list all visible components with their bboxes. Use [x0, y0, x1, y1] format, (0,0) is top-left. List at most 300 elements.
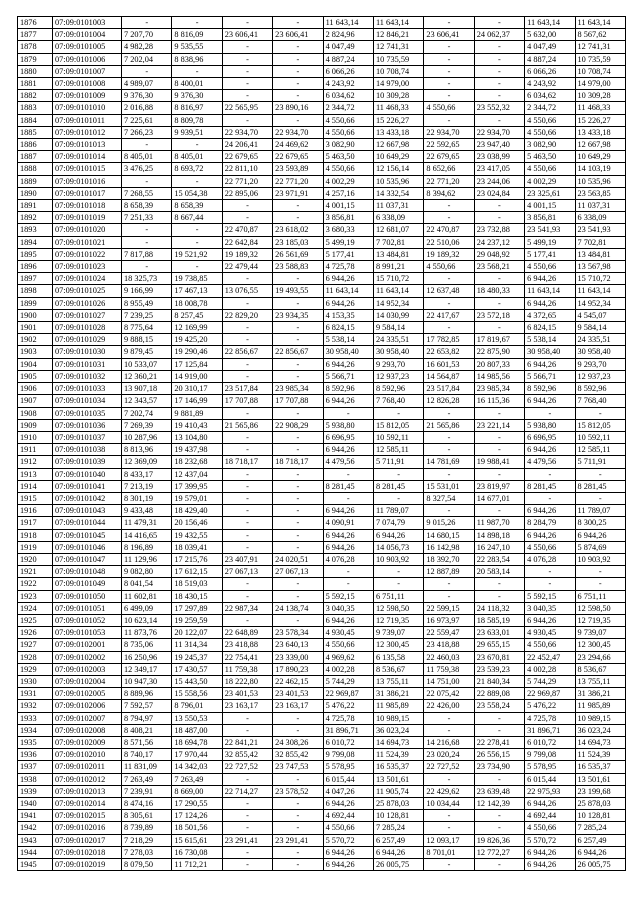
value-cell: 23 618,02: [273, 224, 323, 236]
value-cell: 17 467,13: [172, 285, 222, 297]
value-cell: -: [172, 236, 222, 248]
value-cell: 22 829,20: [222, 309, 272, 321]
value-cell: 13 501,61: [373, 773, 423, 785]
value-cell: 7 592,57: [122, 700, 172, 712]
value-cell: 23 185,03: [273, 236, 323, 248]
row-number-cell: 1879: [18, 53, 53, 65]
row-number-cell: 1931: [18, 688, 53, 700]
value-cell: 8 536,67: [575, 663, 625, 675]
value-cell: 15 531,01: [424, 480, 474, 492]
row-number-cell: 1941: [18, 810, 53, 822]
value-cell: -: [222, 468, 272, 480]
row-number-cell: 1905: [18, 370, 53, 382]
value-cell: -: [474, 114, 524, 126]
value-cell: 12 719,35: [373, 614, 423, 626]
value-cell: 18 392,70: [424, 553, 474, 565]
value-cell: 12 300,45: [575, 639, 625, 651]
table-row: [18, 358, 626, 370]
value-cell: 23 294,66: [575, 651, 625, 663]
value-cell: -: [424, 724, 474, 736]
value-cell: 11 468,33: [575, 102, 625, 114]
value-cell: 6 944,26: [575, 529, 625, 541]
value-cell: 4 550,66: [525, 261, 575, 273]
value-cell: 10 592,11: [575, 431, 625, 443]
value-cell: 14 919,00: [172, 370, 222, 382]
row-number-cell: 1940: [18, 798, 53, 810]
value-cell: 11 759,38: [424, 663, 474, 675]
value-cell: 10 708,74: [575, 65, 625, 77]
table-row: [18, 248, 626, 260]
value-cell: 8 816,09: [172, 29, 222, 41]
value-cell: 4 550,66: [323, 822, 373, 834]
row-number-cell: 1939: [18, 785, 53, 797]
value-cell: 23 568,21: [474, 261, 524, 273]
value-cell: 3 082,90: [323, 139, 373, 151]
value-cell: 21 565,86: [222, 419, 272, 431]
value-cell: 15 558,56: [172, 688, 222, 700]
value-cell: 4 479,56: [323, 456, 373, 468]
value-cell: 22 565,95: [222, 102, 272, 114]
cadastral-id-cell: 07:09:0101038: [53, 444, 122, 456]
value-cell: 18 480,33: [474, 285, 524, 297]
table-row: [18, 90, 626, 102]
value-cell: -: [424, 822, 474, 834]
cadastral-id-cell: 07:09:0101010: [53, 102, 122, 114]
value-cell: -: [122, 17, 172, 29]
value-cell: 6 944,26: [323, 273, 373, 285]
row-number-cell: 1925: [18, 614, 53, 626]
value-cell: 12 142,39: [474, 798, 524, 810]
cadastral-id-cell: 07:09:0102003: [53, 663, 122, 675]
value-cell: -: [273, 517, 323, 529]
value-cell: 8 281,45: [525, 480, 575, 492]
cadastral-id-cell: 07:09:0101005: [53, 41, 122, 53]
value-cell: 11 643,14: [373, 17, 423, 29]
row-number-cell: 1943: [18, 834, 53, 846]
value-cell: 19 521,92: [172, 248, 222, 260]
value-cell: 4 372,65: [525, 309, 575, 321]
value-cell: 20 310,17: [172, 383, 222, 395]
value-cell: 6 944,26: [525, 273, 575, 285]
table-row: [18, 578, 626, 590]
value-cell: 7 251,33: [122, 212, 172, 224]
row-number-cell: 1895: [18, 248, 53, 260]
value-cell: 24 335,51: [575, 334, 625, 346]
value-cell: -: [273, 297, 323, 309]
row-number-cell: 1885: [18, 126, 53, 138]
cadastral-id-cell: 07:09:0101049: [53, 578, 122, 590]
table-row: [18, 639, 626, 651]
value-cell: 7 225,61: [122, 114, 172, 126]
row-number-cell: 1878: [18, 41, 53, 53]
table-row: [18, 614, 626, 626]
value-cell: 4 047,49: [525, 41, 575, 53]
value-cell: 5 476,22: [525, 700, 575, 712]
value-cell: 12 637,48: [424, 285, 474, 297]
value-cell: 23 633,01: [474, 627, 524, 639]
value-cell: 9 584,14: [575, 322, 625, 334]
table-row: [18, 17, 626, 29]
value-cell: 5 938,80: [525, 419, 575, 431]
value-cell: 23 985,34: [474, 383, 524, 395]
value-cell: 22 429,62: [424, 785, 474, 797]
table-row: [18, 590, 626, 602]
value-cell: -: [525, 566, 575, 578]
value-cell: 16 247,10: [474, 541, 524, 553]
value-cell: 5 499,19: [525, 236, 575, 248]
value-cell: 4 002,29: [525, 175, 575, 187]
row-number-cell: 1933: [18, 712, 53, 724]
value-cell: 7 268,55: [122, 187, 172, 199]
value-cell: 15 710,72: [575, 273, 625, 285]
table-row: [18, 29, 626, 41]
value-cell: 5 538,14: [323, 334, 373, 346]
value-cell: 22 754,41: [222, 651, 272, 663]
value-cell: 8 813,96: [122, 444, 172, 456]
value-cell: -: [424, 17, 474, 29]
value-cell: 8 739,89: [122, 822, 172, 834]
value-cell: 11 643,14: [525, 17, 575, 29]
value-cell: 4 989,07: [122, 78, 172, 90]
value-cell: -: [222, 200, 272, 212]
value-cell: 5 592,15: [525, 590, 575, 602]
value-cell: 5 499,19: [323, 236, 373, 248]
value-cell: 23 221,14: [474, 419, 524, 431]
value-cell: 8 592,96: [323, 383, 373, 395]
row-number-cell: 1894: [18, 236, 53, 248]
value-cell: 7 702,81: [575, 236, 625, 248]
cadastral-id-cell: 07:09:0101011: [53, 114, 122, 126]
value-cell: 22 811,10: [222, 163, 272, 175]
value-cell: 6 696,95: [323, 431, 373, 443]
value-cell: 22 771,20: [222, 175, 272, 187]
value-cell: -: [222, 322, 272, 334]
value-cell: 11 905,74: [373, 785, 423, 797]
value-cell: 10 623,14: [122, 614, 172, 626]
value-cell: 8 991,21: [373, 261, 423, 273]
cadastral-id-cell: 07:09:0101045: [53, 529, 122, 541]
value-cell: 6 034,62: [525, 90, 575, 102]
table-row: [18, 785, 626, 797]
value-cell: 7 202,74: [122, 407, 172, 419]
row-number-cell: 1893: [18, 224, 53, 236]
value-cell: -: [474, 273, 524, 285]
value-cell: 22 895,06: [222, 187, 272, 199]
value-cell: 5 711,91: [575, 456, 625, 468]
cadastral-id-cell: 07:09:0102019: [53, 859, 122, 871]
row-number-cell: 1930: [18, 675, 53, 687]
table-row: [18, 212, 626, 224]
value-cell: 22 908,29: [273, 419, 323, 431]
value-cell: 12 826,28: [424, 395, 474, 407]
value-cell: 22 679,65: [273, 151, 323, 163]
value-cell: 16 535,37: [575, 761, 625, 773]
value-cell: 23 593,89: [273, 163, 323, 175]
value-cell: 22 934,70: [424, 126, 474, 138]
row-number-cell: 1900: [18, 309, 53, 321]
value-cell: -: [222, 529, 272, 541]
value-cell: 22 653,82: [424, 346, 474, 358]
value-cell: 7 278,03: [122, 846, 172, 858]
value-cell: 24 308,26: [273, 736, 323, 748]
value-cell: -: [424, 444, 474, 456]
value-cell: 22 470,87: [222, 224, 272, 236]
value-cell: 14 898,18: [474, 529, 524, 541]
row-number-cell: 1919: [18, 541, 53, 553]
value-cell: 23 418,88: [222, 639, 272, 651]
value-cell: 17 124,26: [172, 810, 222, 822]
cadastral-id-cell: 07:09:0101026: [53, 297, 122, 309]
row-number-cell: 1897: [18, 273, 53, 285]
value-cell: 10 309,28: [373, 90, 423, 102]
value-cell: 18 519,03: [172, 578, 222, 590]
value-cell: 29 655,15: [474, 639, 524, 651]
value-cell: 23 558,24: [474, 700, 524, 712]
cadastral-id-cell: 07:09:0101018: [53, 200, 122, 212]
value-cell: 8 794,97: [122, 712, 172, 724]
value-cell: 8 889,96: [122, 688, 172, 700]
table-row: [18, 187, 626, 199]
value-cell: 5 578,95: [323, 761, 373, 773]
value-cell: 11 037,31: [373, 200, 423, 212]
value-cell: 6 944,26: [575, 846, 625, 858]
value-cell: 22 934,70: [273, 126, 323, 138]
value-cell: 23 985,34: [273, 383, 323, 395]
value-cell: 9 166,99: [122, 285, 172, 297]
value-cell: 13 907,18: [122, 383, 172, 395]
value-cell: 12 360,21: [122, 370, 172, 382]
value-cell: -: [474, 468, 524, 480]
cadastral-id-cell: 07:09:0102001: [53, 639, 122, 651]
value-cell: 4 001,15: [323, 200, 373, 212]
value-cell: 14 103,19: [575, 163, 625, 175]
value-cell: -: [273, 578, 323, 590]
value-cell: 9 879,45: [122, 346, 172, 358]
cadastral-id-cell: 07:09:0101027: [53, 309, 122, 321]
value-cell: -: [424, 505, 474, 517]
row-number-cell: 1899: [18, 297, 53, 309]
value-cell: 30 958,40: [323, 346, 373, 358]
value-cell: 4 550,66: [424, 261, 474, 273]
value-cell: -: [474, 90, 524, 102]
cadastral-id-cell: 07:09:0101053: [53, 627, 122, 639]
value-cell: -: [172, 65, 222, 77]
value-cell: -: [222, 614, 272, 626]
value-cell: 12 846,21: [373, 29, 423, 41]
value-cell: 2 344,72: [323, 102, 373, 114]
value-cell: 19 579,01: [172, 492, 222, 504]
value-cell: 22 510,06: [424, 236, 474, 248]
value-cell: 23 163,17: [222, 700, 272, 712]
value-cell: 3 856,81: [525, 212, 575, 224]
cadastral-id-cell: 07:09:0101040: [53, 468, 122, 480]
value-cell: 10 735,59: [575, 53, 625, 65]
value-cell: 22 679,65: [424, 151, 474, 163]
value-cell: -: [424, 41, 474, 53]
value-cell: 8 405,01: [122, 151, 172, 163]
value-cell: 4 982,28: [122, 41, 172, 53]
value-cell: 12 681,07: [373, 224, 423, 236]
value-cell: 3 476,25: [122, 163, 172, 175]
value-cell: 8 658,39: [122, 200, 172, 212]
value-cell: 18 487,00: [172, 724, 222, 736]
value-cell: 23 401,53: [273, 688, 323, 700]
value-cell: 16 601,53: [424, 358, 474, 370]
value-cell: -: [222, 822, 272, 834]
value-cell: 19 259,59: [172, 614, 222, 626]
value-cell: 10 309,28: [575, 90, 625, 102]
value-cell: 23 517,84: [222, 383, 272, 395]
cadastral-id-cell: 07:09:0102012: [53, 773, 122, 785]
value-cell: -: [273, 370, 323, 382]
value-cell: 6 338,09: [373, 212, 423, 224]
value-cell: 6 944,26: [323, 614, 373, 626]
value-cell: 23 572,18: [474, 309, 524, 321]
value-cell: 4 550,66: [424, 102, 474, 114]
value-cell: 23 588,83: [273, 261, 323, 273]
row-number-cell: 1910: [18, 431, 53, 443]
value-cell: -: [424, 468, 474, 480]
value-cell: 6 944,26: [323, 798, 373, 810]
value-cell: -: [474, 578, 524, 590]
value-cell: 36 023,24: [373, 724, 423, 736]
value-cell: 17 970,44: [172, 749, 222, 761]
value-cell: 7 266,23: [122, 126, 172, 138]
value-cell: 23 401,53: [222, 688, 272, 700]
value-cell: 4 550,66: [323, 163, 373, 175]
value-cell: 13 755,11: [575, 675, 625, 687]
value-cell: 6 066,26: [525, 65, 575, 77]
value-cell: 23 552,32: [474, 102, 524, 114]
cadastral-id-cell: 07:09:0101031: [53, 358, 122, 370]
value-cell: 10 128,81: [575, 810, 625, 822]
value-cell: 18 008,78: [172, 297, 222, 309]
value-cell: -: [424, 200, 474, 212]
table-body: [18, 17, 626, 871]
value-cell: 8 693,72: [172, 163, 222, 175]
value-cell: -: [222, 517, 272, 529]
value-cell: 10 533,07: [122, 358, 172, 370]
value-cell: -: [222, 859, 272, 871]
value-cell: -: [424, 810, 474, 822]
value-cell: 8 433,17: [122, 468, 172, 480]
cadastral-id-cell: 07:09:0102015: [53, 810, 122, 822]
row-number-cell: 1904: [18, 358, 53, 370]
value-cell: -: [222, 41, 272, 53]
value-cell: 6 944,26: [323, 859, 373, 871]
value-cell: 23 734,90: [474, 761, 524, 773]
row-number-cell: 1920: [18, 553, 53, 565]
value-cell: 5 711,91: [373, 456, 423, 468]
value-cell: 8 305,61: [122, 810, 172, 822]
table-row: [18, 541, 626, 553]
row-number-cell: 1929: [18, 663, 53, 675]
table-row: [18, 834, 626, 846]
value-cell: 6 015,44: [525, 773, 575, 785]
row-number-cell: 1876: [18, 17, 53, 29]
value-cell: 4 257,16: [323, 187, 373, 199]
value-cell: -: [424, 712, 474, 724]
table-row: [18, 456, 626, 468]
value-cell: 5 938,80: [323, 419, 373, 431]
value-cell: 15 054,38: [172, 187, 222, 199]
value-cell: 17 297,89: [172, 602, 222, 614]
value-cell: -: [575, 578, 625, 590]
cadastral-id-cell: 07:09:0101042: [53, 492, 122, 504]
value-cell: 6 944,26: [323, 529, 373, 541]
value-cell: 14 030,99: [373, 309, 423, 321]
value-cell: 16 142,98: [424, 541, 474, 553]
value-cell: 9 293,70: [373, 358, 423, 370]
value-cell: 6 944,26: [525, 358, 575, 370]
value-cell: 6 944,26: [525, 529, 575, 541]
value-cell: -: [122, 224, 172, 236]
row-number-cell: 1917: [18, 517, 53, 529]
value-cell: 4 243,92: [323, 78, 373, 90]
value-cell: 8 667,44: [172, 212, 222, 224]
value-cell: -: [222, 541, 272, 553]
cadastral-id-cell: 07:09:0101022: [53, 248, 122, 260]
value-cell: -: [273, 859, 323, 871]
value-cell: 23 670,81: [474, 651, 524, 663]
value-cell: -: [222, 444, 272, 456]
value-cell: 8 394,62: [424, 187, 474, 199]
cadastral-id-cell: 07:09:0102002: [53, 651, 122, 663]
value-cell: 12 719,35: [575, 614, 625, 626]
table-row: [18, 553, 626, 565]
value-cell: 6 135,58: [373, 651, 423, 663]
value-cell: 23 606,41: [222, 29, 272, 41]
value-cell: 4 969,62: [323, 651, 373, 663]
value-cell: -: [474, 712, 524, 724]
value-cell: 12 887,89: [424, 566, 474, 578]
value-cell: 14 216,68: [424, 736, 474, 748]
value-cell: 7 263,49: [172, 773, 222, 785]
value-cell: 23 418,88: [424, 639, 474, 651]
table-row: [18, 761, 626, 773]
cadastral-id-cell: 07:09:0102018: [53, 846, 122, 858]
table-row: [18, 224, 626, 236]
value-cell: 23 517,84: [424, 383, 474, 395]
value-cell: 23 747,53: [273, 761, 323, 773]
value-cell: 22 987,34: [222, 602, 272, 614]
value-cell: 9 739,07: [575, 627, 625, 639]
value-cell: 21 565,86: [424, 419, 474, 431]
cadastral-id-cell: 07:09:0102009: [53, 736, 122, 748]
table-row: [18, 444, 626, 456]
value-cell: 6 944,26: [525, 395, 575, 407]
table-row: [18, 724, 626, 736]
value-cell: 15 812,05: [373, 419, 423, 431]
value-cell: -: [222, 798, 272, 810]
value-cell: 24 138,74: [273, 602, 323, 614]
row-number-cell: 1911: [18, 444, 53, 456]
cadastral-id-cell: 07:09:0101008: [53, 78, 122, 90]
value-cell: 27 067,13: [222, 566, 272, 578]
value-cell: 11 789,07: [575, 505, 625, 517]
value-cell: 22 714,27: [222, 785, 272, 797]
value-cell: 22 875,90: [474, 346, 524, 358]
value-cell: -: [424, 407, 474, 419]
cadastral-id-cell: 07:09:0101043: [53, 505, 122, 517]
value-cell: 22 075,42: [424, 688, 474, 700]
value-cell: 9 433,48: [122, 505, 172, 517]
value-cell: 18 694,78: [172, 736, 222, 748]
cadastral-id-cell: 07:09:0101009: [53, 90, 122, 102]
value-cell: 31 896,71: [525, 724, 575, 736]
value-cell: 12 585,11: [575, 444, 625, 456]
value-cell: 4 047,49: [323, 41, 373, 53]
